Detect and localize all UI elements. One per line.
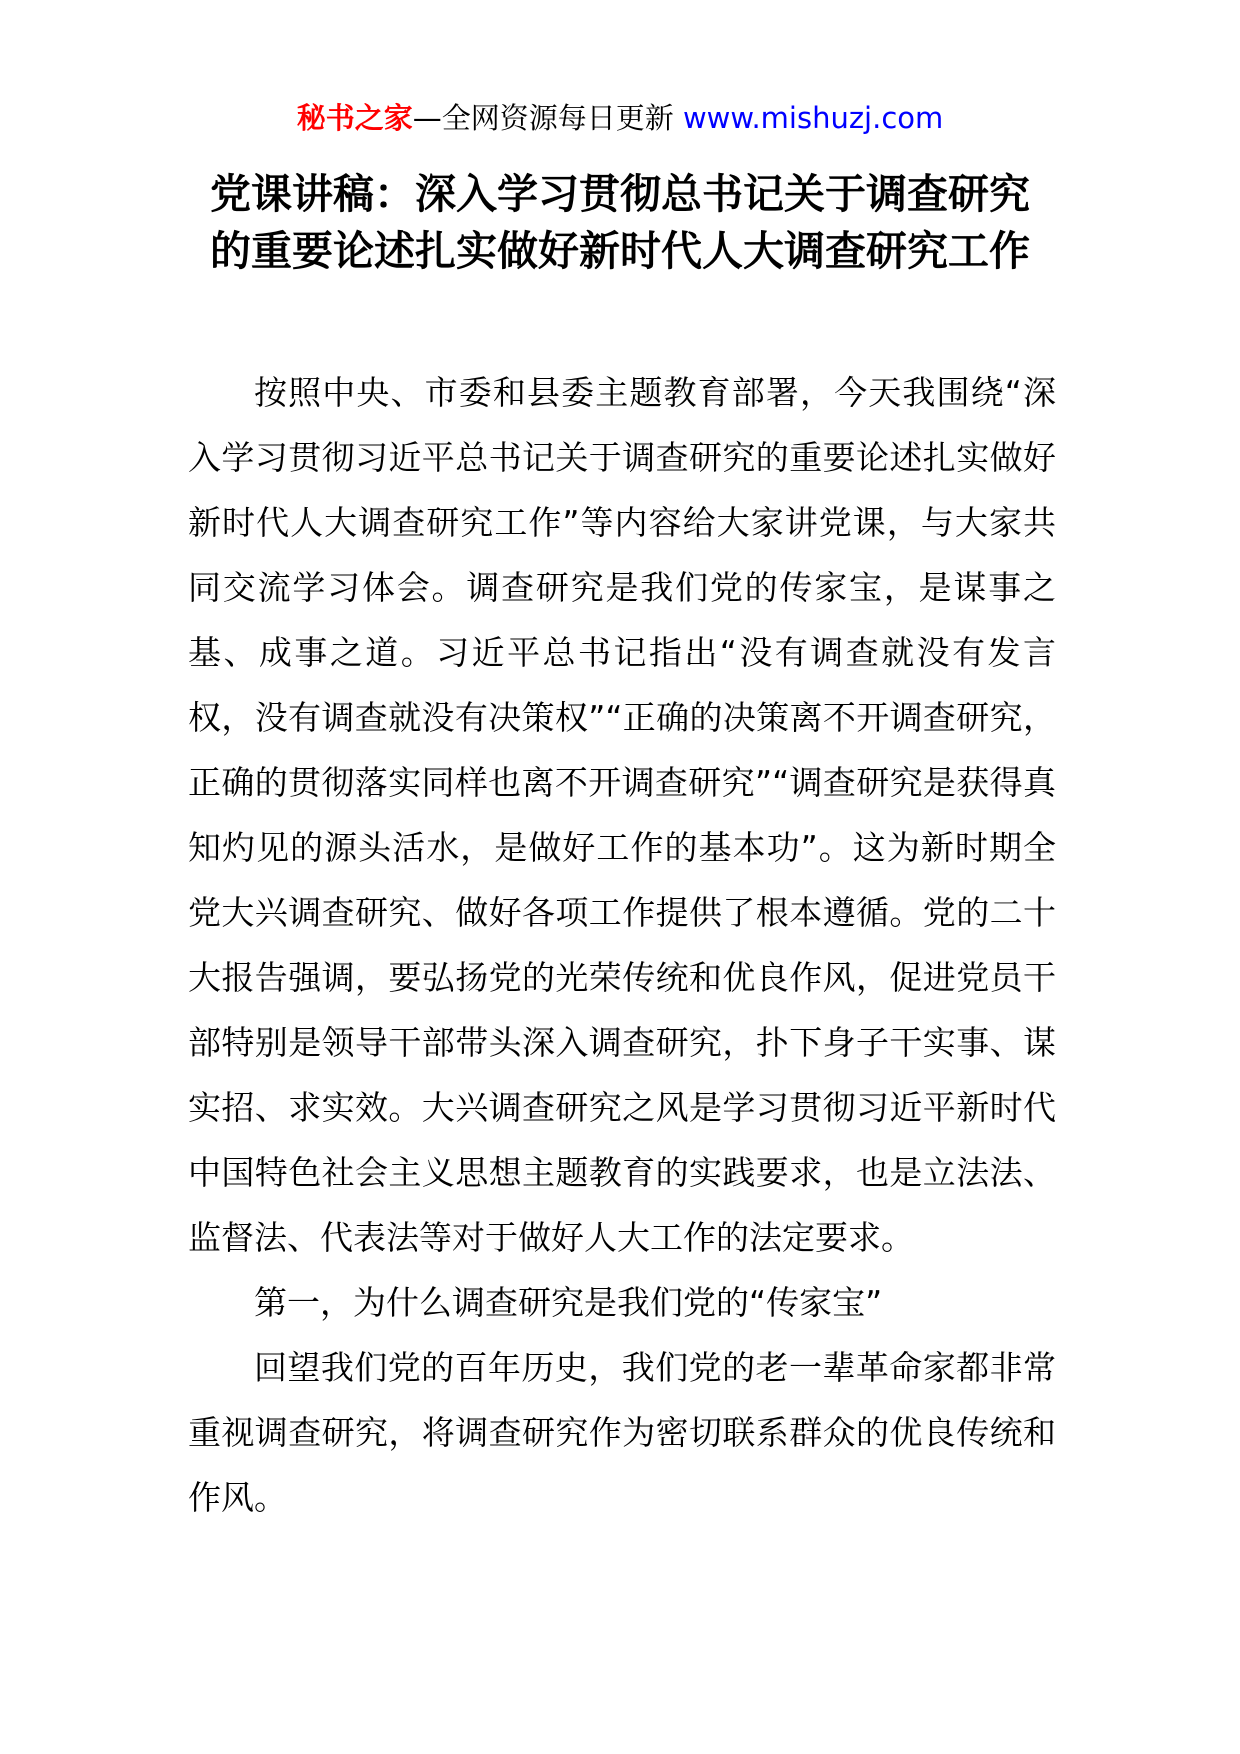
document-body [188, 360, 1056, 1530]
title-line-2: 的重要论述扎实做好新时代人大调查研究工作 [210, 227, 1030, 275]
site-tagline: —全网资源每日更新 [412, 101, 683, 135]
section-heading-1: 第一，为什么调查研究是我们党的“传家宝” [254, 1283, 883, 1322]
body-paragraph-history: 回望我们党的百年历史，我们党的老一辈革命家都非常重视调查研究，将调查研究作为密切联系群众的优良传统和作风。 [188, 1348, 1056, 1517]
site-header [0, 98, 1240, 138]
title-line-1: 党课讲稿：深入学习贯彻总书记关于调查研究 [210, 170, 1030, 218]
site-url-link[interactable]: www.mishuzj.com [682, 101, 944, 135]
document-title [150, 166, 1090, 280]
body-paragraph-intro: 按照中央、市委和县委主题教育部署，今天我围绕“深入学习贯彻习近平总书记关于调查研究的重要论述扎实做好新时代人大调查研究工作”等内容给大家讲党课，与大家共同交流学习体会。调查研究是我们党的传家宝，是谋事之基、成事之道。习近平总书记指出“没有调查就没有发言权，没有调查就没有决策权”“正确的决策离不开调查研究，正确的贯彻落实同样也离不开调查研究”“调查研究是获得真知灼见的源头活水，是做好工作的基本功”。这为新时期全党大兴调查研究、做好各项工作提供了根本遵循。党的二十大报告强调，要弘扬党的光荣传统和优良作风，促进党员干部特别是领导干部带头深入调查研究，扑下身子干实事、谋实招、求实效。大兴调查研究之风是学习贯彻习近平新时代中国特色社会主义思想主题教育的实践要求，也是立法法、监督法、代表法等对于做好人大工作的法定要求。 [188, 373, 1056, 1257]
site-brand: 秘书之家 [296, 101, 413, 135]
